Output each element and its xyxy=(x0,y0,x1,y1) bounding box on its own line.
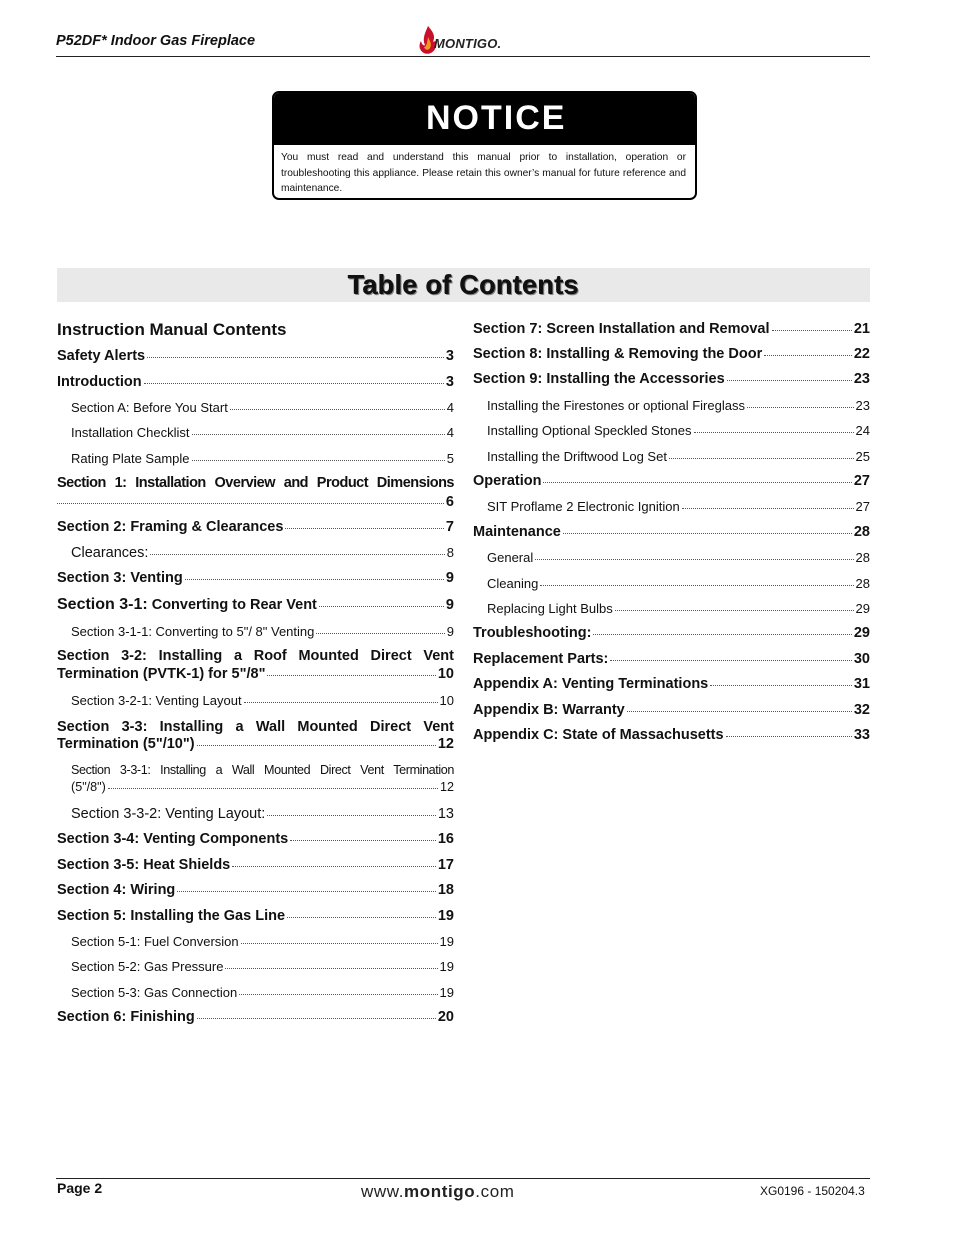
toc-entry-page: 19 xyxy=(437,908,454,924)
toc-entry-label: Maintenance xyxy=(473,524,561,540)
toc-entry[interactable] xyxy=(473,473,870,489)
toc-entry[interactable] xyxy=(57,570,454,586)
dot-leader xyxy=(177,891,436,892)
toc-entry-page: 29 xyxy=(853,625,870,641)
toc-entry-label: Appendix B: Warranty xyxy=(473,702,625,718)
toc-entry-page: 29 xyxy=(855,601,870,616)
toc-entry-label: Troubleshooting: xyxy=(473,625,592,641)
dot-leader xyxy=(615,610,854,611)
toc-entry-page: 17 xyxy=(437,857,454,873)
toc-entry-label: Replacement Parts: xyxy=(473,651,609,667)
toc-entry-page: 24 xyxy=(855,423,870,438)
toc-entry[interactable] xyxy=(57,763,454,794)
montigo-logo xyxy=(418,25,518,55)
toc-entry-page: 6 xyxy=(445,494,454,510)
toc-entry-label: Section 8: Installing & Removing the Door xyxy=(473,346,763,362)
toc-entry-page: 23 xyxy=(855,398,870,413)
toc-entry-label: Installing the Driftwood Log Set xyxy=(487,449,667,464)
toc-entry[interactable] xyxy=(473,371,870,387)
toc-entry[interactable] xyxy=(57,348,454,364)
toc-entry[interactable] xyxy=(57,374,454,390)
dot-leader xyxy=(57,503,444,504)
toc-entry-label: Section 3-2: Installing a Roof Mounted Direct Vent xyxy=(57,648,454,664)
toc-entry-page: 19 xyxy=(439,985,454,1000)
toc-entry-label-cont: Termination (PVTK-1) for 5"/8" xyxy=(57,666,266,682)
toc-entry[interactable] xyxy=(57,1009,454,1025)
dot-leader xyxy=(290,840,436,841)
footer-rule xyxy=(56,1178,870,1179)
toc-entry[interactable] xyxy=(473,499,870,514)
toc-entry-page: 12 xyxy=(439,780,454,794)
toc-entry-label-cont: Termination (5"/10") xyxy=(57,736,195,752)
toc-entry-label: Cleaning xyxy=(487,576,539,591)
notice-title: NOTICE xyxy=(426,99,567,137)
toc-entry-page: 20 xyxy=(437,1009,454,1025)
toc-entry[interactable] xyxy=(473,524,870,540)
toc-entry[interactable] xyxy=(57,882,454,898)
dot-leader xyxy=(593,634,851,635)
toc-entry-label: Section 3-3-1: Installing a Wall Mounted Direct Vent Termination xyxy=(71,763,454,777)
toc-entry[interactable] xyxy=(57,693,454,708)
toc-entry-label: Section A: Before You Start xyxy=(71,400,228,415)
toc-entry-page: 13 xyxy=(437,806,454,822)
toc-entry[interactable] xyxy=(473,727,870,743)
toc-entry[interactable] xyxy=(57,719,454,752)
toc-entry-label: Replacing Light Bulbs xyxy=(487,601,613,616)
toc-entry-label-detail: Converting to Rear Vent xyxy=(147,597,317,613)
website-prefix: www. xyxy=(361,1182,405,1201)
toc-entry-page: 32 xyxy=(853,702,870,718)
dot-leader xyxy=(710,685,852,686)
toc-entry-page: 28 xyxy=(853,524,870,540)
toc-entry[interactable] xyxy=(473,398,870,413)
toc-entry-page: 19 xyxy=(439,959,454,974)
toc-entry-page: 28 xyxy=(855,576,870,591)
toc-entry-page: 7 xyxy=(445,519,454,535)
toc-entry-page: 33 xyxy=(853,727,870,743)
dot-leader xyxy=(239,994,437,995)
dot-leader xyxy=(244,702,438,703)
toc-entry[interactable] xyxy=(57,519,454,535)
toc-entry-label: SIT Proflame 2 Electronic Ignition xyxy=(487,499,680,514)
dot-leader xyxy=(772,330,852,331)
dot-leader xyxy=(225,968,437,969)
toc-entry-label: Section 4: Wiring xyxy=(57,882,176,898)
toc-entry[interactable] xyxy=(473,550,870,565)
header-rule xyxy=(56,56,870,57)
toc-entry[interactable] xyxy=(57,831,454,847)
dot-leader xyxy=(694,432,854,433)
dot-leader xyxy=(192,460,445,461)
toc-entry[interactable] xyxy=(473,702,870,718)
dot-leader xyxy=(230,409,445,410)
dot-leader xyxy=(147,357,444,358)
toc-entry[interactable] xyxy=(57,451,454,466)
toc-entry[interactable] xyxy=(57,648,454,682)
toc-entry-label: Section 5-1: Fuel Conversion xyxy=(71,934,239,949)
toc-entry-page: 16 xyxy=(437,831,454,847)
toc-entry[interactable] xyxy=(57,934,454,949)
toc-entry[interactable] xyxy=(473,449,870,464)
toc-entry-label: Clearances: xyxy=(71,545,149,561)
page-number: Page 2 xyxy=(57,1180,103,1196)
dot-leader xyxy=(727,380,852,381)
dot-leader xyxy=(669,458,854,459)
toc-entry-label: Rating Plate Sample xyxy=(71,451,190,466)
dot-leader xyxy=(267,815,436,816)
toc-entry-page: 10 xyxy=(437,666,454,682)
toc-entry[interactable] xyxy=(473,321,870,337)
toc-entry[interactable] xyxy=(473,625,870,641)
dot-leader xyxy=(540,585,853,586)
notice-body: You must read and understand this manual prior to installation, operation or troubleshooting this appliance. Please retain this owner’s manual for future reference and maintenance. xyxy=(281,152,686,194)
toc-entry[interactable] xyxy=(473,346,870,362)
dot-leader xyxy=(144,383,444,384)
toc-entry-label: Section 3-5: Heat Shields xyxy=(57,857,231,873)
dot-leader xyxy=(285,528,443,529)
toc-entry-label: Operation xyxy=(473,473,542,489)
toc-entry[interactable] xyxy=(57,806,454,822)
dot-leader xyxy=(150,554,444,555)
toc-entry-page: 18 xyxy=(437,882,454,898)
toc-entry-page: 3 xyxy=(445,348,454,364)
dot-leader xyxy=(108,788,438,789)
logo-wordmark: MONTIGO. xyxy=(434,36,502,51)
document-title: P52DF* Indoor Gas Fireplace xyxy=(56,33,256,49)
toc-entry[interactable] xyxy=(473,423,870,438)
toc-entry-page: 9 xyxy=(445,570,454,586)
toc-entry-page: 9 xyxy=(445,597,454,613)
toc-entry-label-cont: (5"/8") xyxy=(71,780,106,794)
toc-entry-label: Appendix C: State of Massachusetts xyxy=(473,727,724,743)
toc-entry[interactable] xyxy=(57,985,454,1000)
toc-entry-label: Appendix A: Venting Terminations xyxy=(473,676,709,692)
dot-leader xyxy=(764,355,852,356)
toc-entry-label: General xyxy=(487,550,534,565)
toc-entry-page: 4 xyxy=(446,400,454,415)
toc-entry-label: Installation Checklist xyxy=(71,425,190,440)
dot-leader xyxy=(241,943,438,944)
toc-entry-page: 10 xyxy=(439,693,454,708)
dot-leader xyxy=(185,579,444,580)
dot-leader xyxy=(726,736,852,737)
toc-entry[interactable] xyxy=(473,576,870,591)
website-suffix: .com xyxy=(475,1182,515,1201)
toc-entry-page: 9 xyxy=(446,624,454,639)
toc-entry-label: Section 3-1: xyxy=(57,596,148,613)
toc-entry-label: Section 9: Installing the Accessories xyxy=(473,371,725,387)
toc-entry-page: 27 xyxy=(853,473,870,489)
toc-entry-page: 5 xyxy=(446,451,454,466)
toc-entry-label: Section 6: Finishing xyxy=(57,1009,195,1025)
toc-entry-label: Section 3-3: Installing a Wall Mounted Direct Vent xyxy=(57,719,454,735)
toc-entry-page: 8 xyxy=(446,545,454,560)
toc-entry[interactable] xyxy=(57,908,454,924)
toc-entry-label: Section 3: Venting xyxy=(57,570,183,586)
toc-entry-page: 4 xyxy=(446,425,454,440)
website-brand: montigo xyxy=(404,1182,476,1201)
document-code: XG0196 - 150204.3 xyxy=(760,1184,865,1198)
dot-leader xyxy=(319,606,444,607)
toc-entry-label: Section 2: Framing & Clearances xyxy=(57,519,284,535)
dot-leader xyxy=(563,533,852,534)
dot-leader xyxy=(610,660,851,661)
dot-leader xyxy=(197,1018,436,1019)
toc-entry-label: Section 3-3-2: Venting Layout: xyxy=(71,806,266,822)
toc-entry-page: 25 xyxy=(855,449,870,464)
toc-entry-label: Section 5: Installing the Gas Line xyxy=(57,908,286,924)
toc-entry-page: 27 xyxy=(855,499,870,514)
toc-entry-label: Section 3-2-1: Venting Layout xyxy=(71,693,242,708)
dot-leader xyxy=(192,434,445,435)
toc-entry-page: 31 xyxy=(853,676,870,692)
dot-leader xyxy=(197,745,436,746)
dot-leader xyxy=(287,917,436,918)
toc-entry[interactable] xyxy=(57,400,454,415)
dot-leader xyxy=(535,559,853,560)
toc-entry[interactable] xyxy=(57,475,454,510)
toc-entry[interactable] xyxy=(473,651,870,667)
toc-title: Table of Contents xyxy=(347,270,580,300)
toc-entry-label: Installing the Firestones or optional Fireglass xyxy=(487,398,745,413)
toc-entry-page: 23 xyxy=(853,371,870,387)
toc-entry-label: Section 1: Installation Overview and Product Dimensions xyxy=(57,475,454,491)
toc-entry-label: Section 5-3: Gas Connection xyxy=(71,985,238,1000)
notice-box xyxy=(272,91,697,200)
toc-entry[interactable] xyxy=(57,596,454,614)
dot-leader xyxy=(232,866,436,867)
toc-banner xyxy=(57,268,870,302)
toc-entry-page: 3 xyxy=(445,374,454,390)
toc-entry-label: Section 3-1-1: Converting to 5"/ 8" Venting xyxy=(71,624,315,639)
dot-leader xyxy=(682,508,854,509)
toc-left-heading: Instruction Manual Contents xyxy=(57,320,287,339)
toc-entry[interactable] xyxy=(57,545,454,561)
toc-entry[interactable] xyxy=(57,425,454,440)
dot-leader xyxy=(627,711,852,712)
toc-entry-page: 12 xyxy=(437,736,454,752)
toc-entry-label: Section 5-2: Gas Pressure xyxy=(71,959,224,974)
toc-entry-label: Introduction xyxy=(57,374,142,390)
dot-leader xyxy=(267,675,435,676)
toc-entry-label: Section 7: Screen Installation and Removal xyxy=(473,321,770,337)
toc-entry[interactable] xyxy=(473,676,870,692)
toc-entry-page: 28 xyxy=(855,550,870,565)
toc-entry[interactable] xyxy=(473,601,870,616)
toc-entry-page: 21 xyxy=(853,321,870,337)
toc-entry[interactable] xyxy=(57,959,454,974)
toc-entry-label: Safety Alerts xyxy=(57,348,146,364)
website-link[interactable] xyxy=(361,1182,515,1202)
toc-entry-page: 19 xyxy=(439,934,454,949)
toc-entry-page: 30 xyxy=(853,651,870,667)
dot-leader xyxy=(747,407,854,408)
dot-leader xyxy=(543,482,851,483)
toc-entry[interactable] xyxy=(57,624,454,639)
dot-leader xyxy=(316,633,444,634)
toc-entry-page: 22 xyxy=(853,346,870,362)
toc-entry-label: Installing Optional Speckled Stones xyxy=(487,423,692,438)
toc-entry[interactable] xyxy=(57,857,454,873)
toc-entry-label: Section 3-4: Venting Components xyxy=(57,831,289,847)
